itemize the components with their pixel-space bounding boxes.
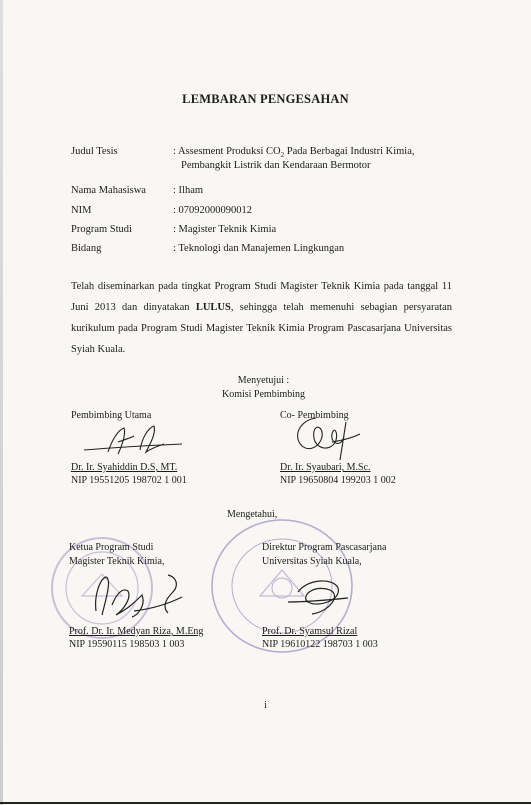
direktur-role-line1: Direktur Program Pascasarjana xyxy=(262,542,387,553)
bidang-label: Bidang xyxy=(71,243,102,254)
ketua-role-line1: Ketua Program Studi xyxy=(69,542,154,553)
nama-value: : Ilham xyxy=(173,185,204,196)
nim-label: NIM xyxy=(71,205,92,216)
approval-line1: Menyetujui : xyxy=(237,375,290,386)
page-bottom-edge xyxy=(0,802,531,804)
direktur-signature xyxy=(278,572,358,624)
judul-value-line1: : Assesment Produksi $CO_2$ Pada Berbagai Industri Kimia, xyxy=(173,146,415,160)
judul-label: Judul Tesis xyxy=(71,146,118,157)
page-number: i xyxy=(264,700,267,711)
direktur-nip: NIP 19610122 198703 1 003 xyxy=(262,639,378,650)
direktur-name: Prof. Dr. Syamsul Rizal xyxy=(262,626,358,637)
pembimbing-utama-name: Dr. Ir. Syahiddin D.S, MT. xyxy=(71,462,178,473)
pembimbing-utama-nip: NIP 19551205 198702 1 001 xyxy=(71,475,187,486)
prodi-label: Program Studi xyxy=(71,224,132,235)
mengetahui-label: Mengetahui, xyxy=(227,509,278,520)
bidang-value: : Teknologi dan Manajemen Lingkungan xyxy=(173,243,345,254)
judul-value-line2: Pembangkit Listrik dan Kendaraan Bermotor xyxy=(181,160,371,171)
page-left-edge xyxy=(0,0,3,805)
lulus-emphasis: LULUS xyxy=(195,302,231,313)
pembimbing-utama-signature xyxy=(78,420,188,462)
co-pembimbing-name: Dr. Ir. Syaubari, M.Sc. xyxy=(280,462,371,473)
co-pembimbing-signature xyxy=(288,412,368,464)
co-pembimbing-nip: NIP 19650804 199203 1 002 xyxy=(280,475,396,486)
nama-label: Nama Mahasiswa xyxy=(71,185,146,196)
ketua-name: Prof. Dr. Ir. Medyan Riza, M.Eng xyxy=(69,626,204,637)
co-pembimbing-role: Co- Pembimbing xyxy=(280,410,349,421)
direktur-role-line2: Universitas Syiah Kuala, xyxy=(262,556,362,567)
pembimbing-utama-role: Pembimbing Utama xyxy=(71,410,152,421)
ketua-role-line2: Magister Teknik Kimia, xyxy=(69,556,165,567)
approval-paragraph: Telah diseminarkan pada tingkat Program Studi Magister Teknik Kimia pada tanggal 11 Juni 2013 dan dinyatakan LULUS, sehingga telah memenuhi sebagian persyaratan kurikulum pada Program Studi Magister Teknik Kimia Program Pascasarjana Universitas Syiah Kuala. xyxy=(71,281,452,355)
page-title: LEMBARAN PENGESAHAN xyxy=(182,92,349,106)
ketua-signature xyxy=(76,565,206,627)
approval-line2: Komisi Pembimbing xyxy=(221,389,306,400)
nim-value: : 07092000090012 xyxy=(173,205,253,216)
prodi-value: : Magister Teknik Kimia xyxy=(173,224,277,235)
ketua-nip: NIP 19590115 198503 1 003 xyxy=(69,639,185,650)
